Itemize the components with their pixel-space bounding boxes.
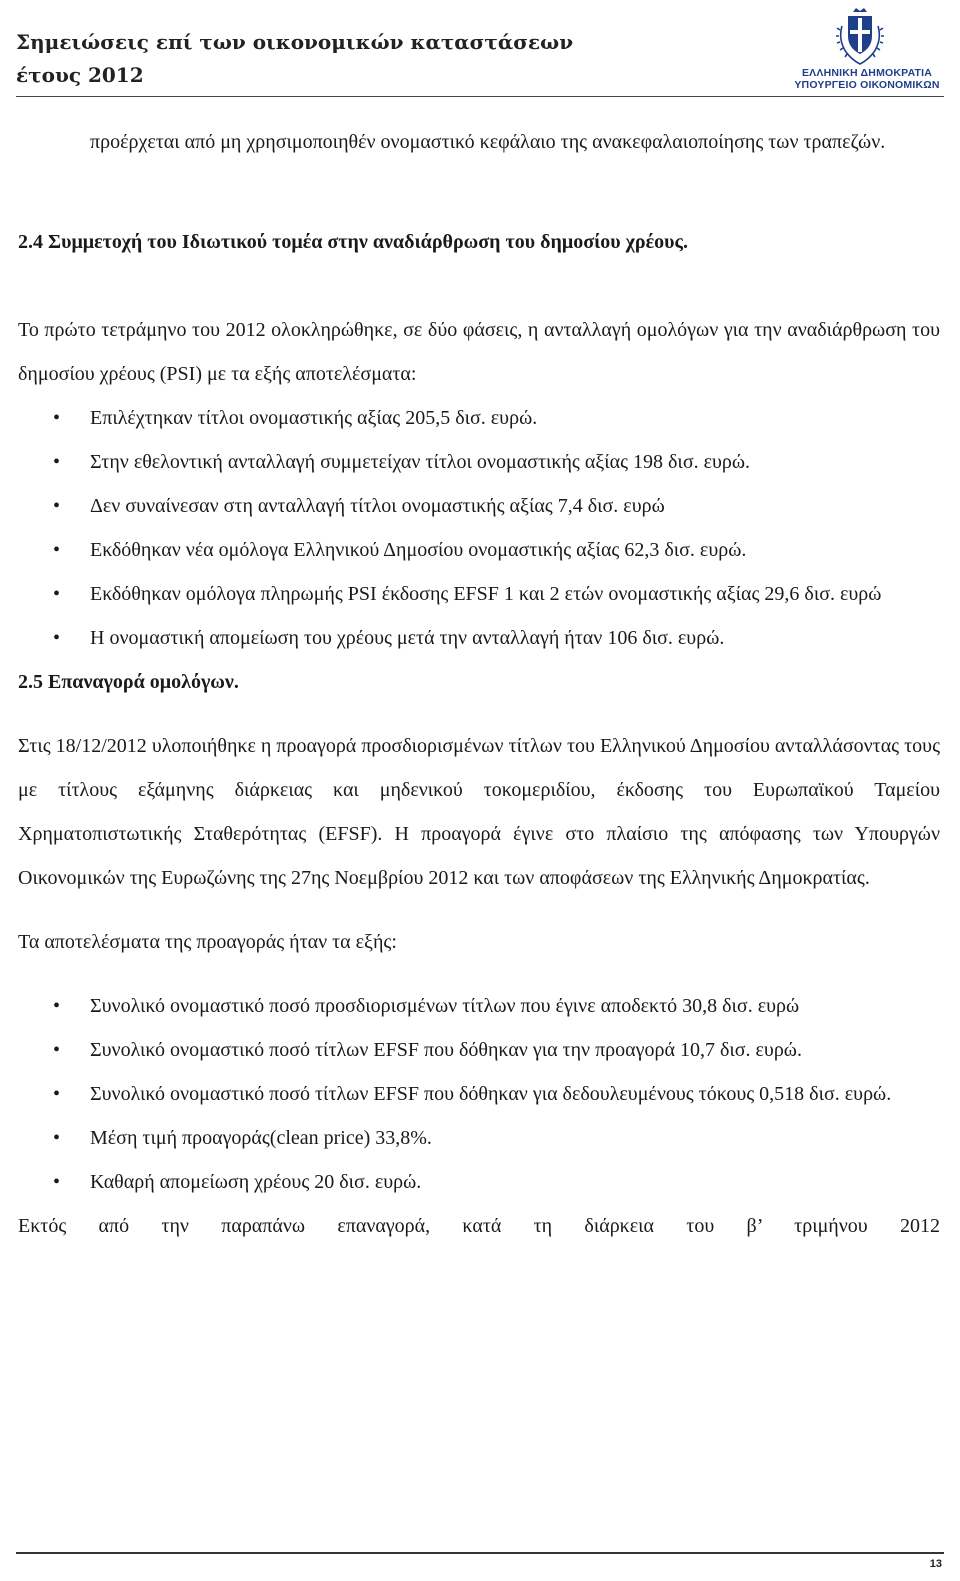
footer-divider <box>16 1552 944 1554</box>
logo-text-republic: ΕΛΛΗΝΙΚΗ ΔΗΜΟΚΡΑΤΙΑ <box>801 67 933 79</box>
bullet-icon: • <box>53 583 61 605</box>
list-item: • Συνολικό ονομαστικό ποσό τίτλων EFSF που δόθηκαν για την προαγορά 10,7 δισ. ευρώ. <box>18 1028 940 1072</box>
list-item: • Επιλέχτηκαν τίτλοι ονομαστικής αξίας 205,5 δισ. ευρώ. <box>18 396 940 440</box>
list-item: • Συνολικό ονομαστικό ποσό τίτλων EFSF που δόθηκαν για δεδουλευμένους τόκους 0,518 δισ. ευρώ. <box>18 1072 940 1116</box>
bullet-icon: • <box>53 995 61 1017</box>
intro-paragraph: προέρχεται από μη χρησιμοποιηθέν ονομαστικό κεφάλαιο της ανακεφαλαιοποίησης των τραπεζών. <box>90 131 886 153</box>
bullet-icon: • <box>53 407 61 429</box>
document-title-line-1: Σημειώσεις επί των οικονομικών καταστάσεων <box>16 30 574 54</box>
page-number: 13 <box>929 1558 942 1570</box>
bullet-icon: • <box>53 1127 61 1149</box>
results-intro: Τα αποτελέσματα της προαγοράς ήταν τα εξής: <box>18 931 397 953</box>
page-header <box>0 0 960 100</box>
buyback-results-list <box>18 984 940 1204</box>
section-2-5-heading: 2.5 Επαναγορά ομολόγων. <box>18 671 239 693</box>
bullet-icon: • <box>53 539 61 561</box>
list-item: • Δεν συναίνεσαν στη ανταλλαγή τίτλοι ονομαστικής αξίας 7,4 δισ. ευρώ <box>18 484 940 528</box>
document-title-line-2: έτους 2012 <box>16 63 144 87</box>
list-item: • Μέση τιμή προαγοράς(clean price) 33,8%. <box>18 1116 940 1160</box>
list-item: • Εκδόθηκαν ομόλογα πληρωμής PSI έκδοσης EFSF 1 και 2 ετών ονομαστικής αξίας 29,6 δισ. ευρώ <box>18 572 940 616</box>
list-item: • Συνολικό ονομαστικό ποσό προσδιορισμένων τίτλων που έγινε αποδεκτό 30,8 δισ. ευρώ <box>18 984 940 1028</box>
list-item: • Καθαρή απομείωση χρέους 20 δισ. ευρώ. <box>18 1160 940 1204</box>
bullet-icon: • <box>53 627 61 649</box>
bullet-icon: • <box>53 451 61 473</box>
document-title <box>16 26 616 92</box>
list-item: • Εκδόθηκαν νέα ομόλογα Ελληνικού Δημοσίου ονομαστικής αξίας 62,3 δισ. ευρώ. <box>18 528 940 572</box>
logo-text-ministry: ΥΠΟΥΡΓΕΙΟ ΟΙΚΟΝΟΜΙΚΩΝ <box>794 79 940 91</box>
psi-results-list <box>18 396 940 660</box>
header-divider <box>16 96 944 97</box>
greek-coat-of-arms-icon <box>832 6 888 68</box>
bullet-icon: • <box>53 1171 61 1193</box>
section-2-5-paragraph: Στις 18/12/2012 υλοποιήθηκε η προαγορά προσδιορισμένων τίτλων του Ελληνικού Δημοσίου ανταλλάσοντας τους με τίτλους εξάμηνης διάρκειας και μηδενικού τοκομεριδίου, έκδοσης του Ευρωπαϊκού Ταμείου Χρηματοπιστωτικής Σταθερότητας (EFSF). Η προαγορά έγινε στο πλαίσιο της απόφασης των Υπουργών Οικονομικών της Ευρωζώνης της 27ης Νοεμβρίου 2012 και των αποφάσεων της Ελληνικής Δημοκρατίας. <box>18 735 940 889</box>
document-body <box>18 120 940 1248</box>
bullet-icon: • <box>53 1039 61 1061</box>
section-2-4-heading: 2.4 Συμμετοχή του Ιδιωτικού τομέα στην αναδιάρθρωση του δημοσίου χρέους. <box>18 231 688 253</box>
ministry-logo <box>786 6 948 94</box>
closing-paragraph: Εκτός από την παραπάνω επαναγορά, κατά τη διάρκεια του β’ τριμήνου 2012 <box>18 1215 940 1237</box>
bullet-icon: • <box>53 1083 61 1105</box>
list-item: • Στην εθελοντική ανταλλαγή συμμετείχαν τίτλοι ονομαστικής αξίας 198 δισ. ευρώ. <box>18 440 940 484</box>
section-2-4-paragraph: Το πρώτο τετράμηνο του 2012 ολοκληρώθηκε, σε δύο φάσεις, η ανταλλαγή ομολόγων για την αναδιάρθρωση του δημοσίου χρέους (PSI) με τα εξής αποτελέσματα: <box>18 319 940 385</box>
bullet-icon: • <box>53 495 61 517</box>
list-item: • Η ονομαστική απομείωση του χρέους μετά την ανταλλαγή ήταν 106 δισ. ευρώ. <box>18 616 940 660</box>
